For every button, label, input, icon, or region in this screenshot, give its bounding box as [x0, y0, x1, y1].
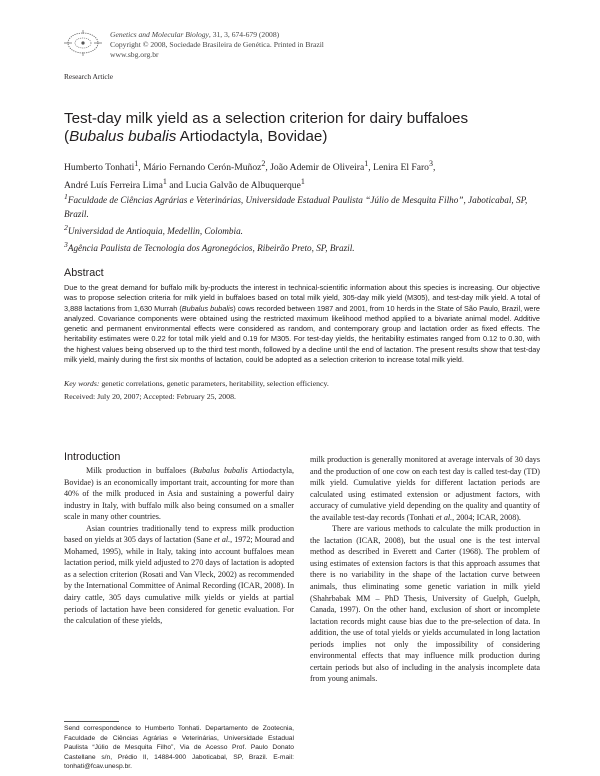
- author: Mário Fernando Cerón-Muñoz$^2$,: [143, 159, 271, 174]
- author: Humberto Tonhati$^1$,: [64, 159, 144, 174]
- author: Lenira El Faro$^3$,: [373, 159, 436, 174]
- journal-volume: , 31, 3, 674-679 (2008): [208, 30, 280, 39]
- author: André Luís Ferreira Lima$^1$ and: [64, 177, 186, 192]
- affiliation: $^2$Universidad de Antioquia, Medellin, Colombia.: [64, 223, 243, 237]
- journal-name: Genetics and Molecular Biology: [110, 30, 209, 39]
- footnote-rule: [64, 721, 119, 722]
- author: Lucia Galvão de Albuquerque$^1$: [185, 177, 305, 192]
- journal-url[interactable]: www.sbg.org.br: [110, 50, 159, 59]
- left-column: [64, 465, 294, 627]
- article-title: [64, 110, 544, 146]
- introduction-heading: Introduction: [64, 451, 121, 463]
- keywords: [64, 378, 540, 389]
- paragraph: milk production is generally monitored at average intervals of 30 days and the production of one cow on each test day is called test-day (TD) milk yield. Cumulative yields for different lactation periods are calculated using estimated extension or adjustment factors, with accuracy of cumulative yield depending on the quality and quantity of the available test-day records (Tonhati et al., 2004; ICAR, 2008).: [310, 455, 540, 522]
- abstract-text: Due to the great demand for buffalo milk by-products the interest in technical-scientific information about this species is increasing. Our objective was to propose selection criteria for milk yield in buffaloes based on total milk yield, 305-day milk yield (M305), and test-day milk yield. A total of 3,888 lactations from 1,630 Murrah (Bubalus bubalis) cows recorded between 1987 and 2001, from 10 herds in the State of São Paulo, Brazil, were analyzed. Covariance components were obtained using the restricted maximum likelihood method applied to a bivariate animal model. Additive genetic and permanent environmental effects were considered as random, and contemporary group and lactation order as fixed effects. The heritability estimates were 0.22 for total milk yield and 0.19 for M305. For test-day yields, the heritability estimates ranged from 0.12 to 0.30, with the highest values being observed up to the third test month, followed by a decline until the end of lactation. The present results show that test-day milk yield, mainly during the first six months of lactation, could be adopted as a selection criterion to increase total milk yield.: [64, 283, 540, 365]
- title-paren: (: [64, 128, 70, 145]
- affiliation: $^3$Agência Paulista de Tecnologia dos Agronegócios, Ribeirão Preto, SP, Brazil.: [64, 240, 355, 254]
- paragraph: Asian countries traditionally tend to express milk production based on yields at 305 days of lactation (Sane et al., 1972; Mourad and Mohamed, 1995), while in Italy, taking into account buffaloes mean lactation period, milk yield adjusted to 270 days of lactation is adopted as a selection criterion (Rosati and Van Vleck, 2002) as recommended by the International Committee of Animal Recording (ICAR, 2008). In dairy cattle, 305 days cumulative milk yields or yields at partial periods of lactation have been considered for genetic evaluation. For the calculation of these yields,: [64, 523, 294, 626]
- abstract-heading: Abstract: [64, 267, 104, 279]
- affiliation: $^1$Faculdade de Ciências Agrárias e Veterinárias, Universidade Estadual Paulista “Júlio de Mesquita Filho”, Jaboticabal, SP, Brazil.: [64, 192, 528, 220]
- keywords-text: genetic correlations, genetic parameters, heritability, selection efficiency.: [99, 379, 329, 388]
- keywords-label: Key words:: [64, 379, 100, 388]
- abstract-species: Bubalus bubalis: [181, 303, 234, 313]
- journal-header: [110, 30, 324, 60]
- article-type: Research Article: [64, 72, 114, 81]
- author-list: [64, 157, 544, 193]
- author: João Ademir de Oliveira$^1$,: [270, 159, 374, 174]
- right-column: [310, 454, 540, 685]
- title-rest: Artiodactyla, Bovidae): [176, 128, 328, 145]
- journal-logo: [61, 28, 105, 58]
- received-dates: Received: July 20, 2007; Accepted: February 25, 2008.: [64, 392, 236, 401]
- correspondence-footnote: Send correspondence to Humberto Tonhati. Departamento de Zootecnia, Faculdade de Ciências Agrárias e Veterinárias, Universidade Estadual Paulista “Júlio de Mesquita Filho”, Via de Acesso Prof. Paulo Donato Castellane s/n, Prédio II, 14884-900 Jaboticabal, SP, Brazil. E-mail: tonhati@fcav.unesp.br.: [64, 725, 294, 771]
- title-line-1: Test-day milk yield as a selection criterion for dairy buffaloes: [64, 110, 469, 127]
- affiliations: [64, 190, 544, 255]
- paragraph: There are various methods to calculate the milk production in the lactation (ICAR, 2008), but the usual one is the test interval method as described in Everett and Carter (1968). The problem of using estimates of extension factors is that this approach assumes that there is no variability in the shape of the lactation curve between animals, thus eliminating some genetic variation in milk yield (Shahrbabak MM – PhD Thesis, University of Guelph, Guelph, Canada, 1997). On the other hand, exclusion of short or incomplete lactation records might cause bias due to the pre-selection of data. In addition, the use of total yields or yields accumulated in long lactation periods implies not only the impossibility of considering environmental effects that may influence milk production during certain periods but also of including in the analysis incomplete data from young animals.: [310, 524, 540, 684]
- paragraph: Milk production in buffaloes (Bubalus bubalis Artiodactyla, Bovidae) is an economically important trait, accounting for more than 40% of the milk produced in Asia and sustaining a powerful dairy industry in Italy, with buffalo milk also being consumed on a smaller scale in many other countries.: [64, 466, 294, 522]
- copyright-line: Copyright © 2008, Sociedade Brasileira de Genética. Printed in Brazil: [110, 40, 324, 49]
- title-species: Bubalus bubalis: [69, 128, 177, 145]
- title-line-2: [64, 128, 544, 146]
